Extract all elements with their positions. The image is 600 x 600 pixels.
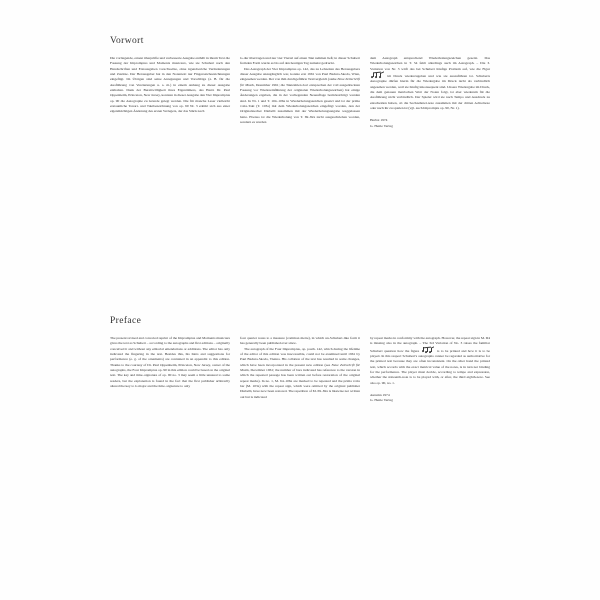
paragraph: The present revised and corrected reprint of the Impromptus and Moments musicaux gives the text as Schubert – according to the autographs and first editions – originally conceived it and without any editorial emendations or additions. The editor has only indicated the fingering in the text. Besides this, his hints and suggestions for performance (e. g. of the ornaments) are contained in an appendix to this edition. Thanks to the courtesy of Dr. Paul Oppenheim, Princeton, New Jersey, owner of the autographs, the Four Impromptus op. 90 in this edition could be based on the original text. The key and time–signature of op. 90 no. 3 may seem a little unusual to some readers, but the explanation is found in the fact that the first publisher arbitrarily altered the key to G major and the time–signature to only xyxy=(110,336,230,389)
paragraph: Die vorliegende, erneut überprüfte und verbesserte Ausgabe enthält in ihrem Text die Fassung der Impromptus und Moments musicaux, wie sie Schubert nach den Handschriften und Erstausgaben vorschwebte, ohne irgendwelche Veränderungen und Zusätze. Der Herausgeber hat in den Notentext nur Fingersatzbezeichnungen eingefügt. Im Übrigen sind seine Anregungen und Vorschläge (z. B. für die Ausführung von Verzierungen u. a. m.) in einem Anhang zu dieser Ausgabe enthalten. Dank der Bereitwilligkeit ihres Eigentümers, des Herrn Dr. Paul Oppenheim, Princeton, New Jersey, konnten in dieser Ausgabe den Vier Impromptus op. 90 die Autographe zu Grunde gelegt werden. Die für manche Leser vielleicht erstaunliche Tonart- und Taktbezeichnung von op. 90 Nr. 3 erklärt sich aus einer eigenmächtigen Änderung des ersten Verlegers, der das Stück nach xyxy=(110,56,230,114)
column-group-preface xyxy=(110,336,490,404)
paragraph: by repeat marks in conformity with the autograph. However, the repeat sign in M. D4 is missing also in the autograph. – The 3rd Variation of No. 3 raises the familiar Schubert question how the figure is to be printed and how it is to be played. In this respect Schubert's autographs cannot be regarded as authoritative for the printed text because they are often inconsistent. On the other hand the printed text, which accords with the exact metrical value of the notes, is in turn not binding for the performance. The player must decide, according to tempo and expression, whether the sixteenth-note is to be played with, or after, the third eighth-note. See also op. 90, no. 1. xyxy=(370,336,490,385)
preface-column-2 xyxy=(240,336,360,400)
paragraph: The autograph of the Four Impromptus, op. posth. 142, which during the lifetime of the editor of this edition was inaccessible, could not be examined until 1961 by Paul Badura-Skoda, Vienna. His collation of the text has resulted in some changes, which have been incorporated in the present new edition (see Neue Zeitschrift für Musik, December 1961; the number of bars indicated has reference to the version in which the repeated passage has been written out before restoration of the original repeat marks). In no. 1, M. 64–106a are marked to be repeated and the prima volta bar (M. 103a) with the repeat sign, which were omitted by the original publisher Diabelli, have now been restored. The repetition of M. 69–82a is likewise not written out but is indicated xyxy=(240,346,360,399)
paragraph: Das Autograph der Vier Impromptus op. 142, das zu Lebzeiten des Herausgebers dieser Ausgabe unzugänglich war, konnte erst 1961 von Paul Badura-Skoda, Wien, eingesehen werden. Der von ihm durchgeführte Textvergleich (siehe Neue Zeitschrift für Musik, Dezember 1961; die Taktzahlen dort entsprechen der voll ausgedruckten Fassung vor Wiedereinführung der originalen Wiederholungszeichen) hat einige Änderungen ergeben, die in der vorliegenden Neuauflage berücksichtigt wurden sind. In Nr. 1 und T. 104–106a in Wiederholungszeichen gesetzt und ist der prima volta-Takt (T. 103a) mit dem Wiederholungszeichen eingefügt worden, den der Originalstecher Diabelli zusammen mit der Wiederholungsangabe weggelassen hatte. Ebenso ist die Wiederholung von T. 69–82a nicht ausgeschrieben worden, sondern es wurden xyxy=(240,66,360,125)
vorwort-column-3 xyxy=(370,56,490,129)
column-group-vorwort xyxy=(110,56,490,129)
section-preface xyxy=(110,316,490,404)
preface-column-1 xyxy=(110,336,230,389)
music-notation-figure xyxy=(422,347,435,353)
page-title-vorwort: Vorwort xyxy=(110,36,144,46)
signature-date: Herbst 1974 xyxy=(370,118,388,123)
signature-publisher: G. Henle Verlag xyxy=(370,398,393,403)
section-vorwort xyxy=(110,36,490,129)
paragraph: four quarter notes to a measure (common metre), in which un-Schubert-like form it has generally been published ever since. xyxy=(240,336,360,346)
preface-column-3 xyxy=(370,336,490,404)
signature-publisher: G. Henle Verlag xyxy=(370,123,393,128)
music-notation-figure xyxy=(371,72,384,78)
paragraph: dem Autograph entsprechend Wiederholungszeichen gesetzt. Das Wiederholungszeichen in T. 54 fehlt allerdings auch im Autograph. – Die 3. Variation von Nr. 3 wirft das bei Schubert häufige Problem auf, wie die Figur im Druck wiederzugeben und wie sie auszuführen ist. Schuberts Autographe dürfen hierin für die Wiedergabe im Druck nicht als verbindlich angesehen werden, weil sie häufig inkonsequent sind. Unsere Wiedergabe im Druck, die dem genauen metrischen Wert der Noten folgt, ist aber wiederum für die Ausführung nicht verbindlich. Der Spieler wird sie nach Tempo und Ausdruck zu entscheiden haben, ob die Sechzehntel-note zusammen mit der dritten Achtelnote oder nach ihr zu spielen ist (vgl. auch Impromptu op. 90, Nr. 1). xyxy=(370,56,490,111)
signature-block-vorwort xyxy=(370,118,490,129)
vorwort-column-2 xyxy=(240,56,360,125)
page-title-preface: Preface xyxy=(110,316,142,326)
signature-date: Autumn 1974 xyxy=(370,393,390,398)
vorwort-column-1 xyxy=(110,56,230,115)
paragraph: G-dur übertragen und nur vier Viertel auf einen Takt nehmen ließ; in dieser Schubert fremden Form wurde es bis auf den heutigen Tag zumeist gedruckt. xyxy=(240,56,360,66)
signature-block-preface xyxy=(370,393,490,404)
